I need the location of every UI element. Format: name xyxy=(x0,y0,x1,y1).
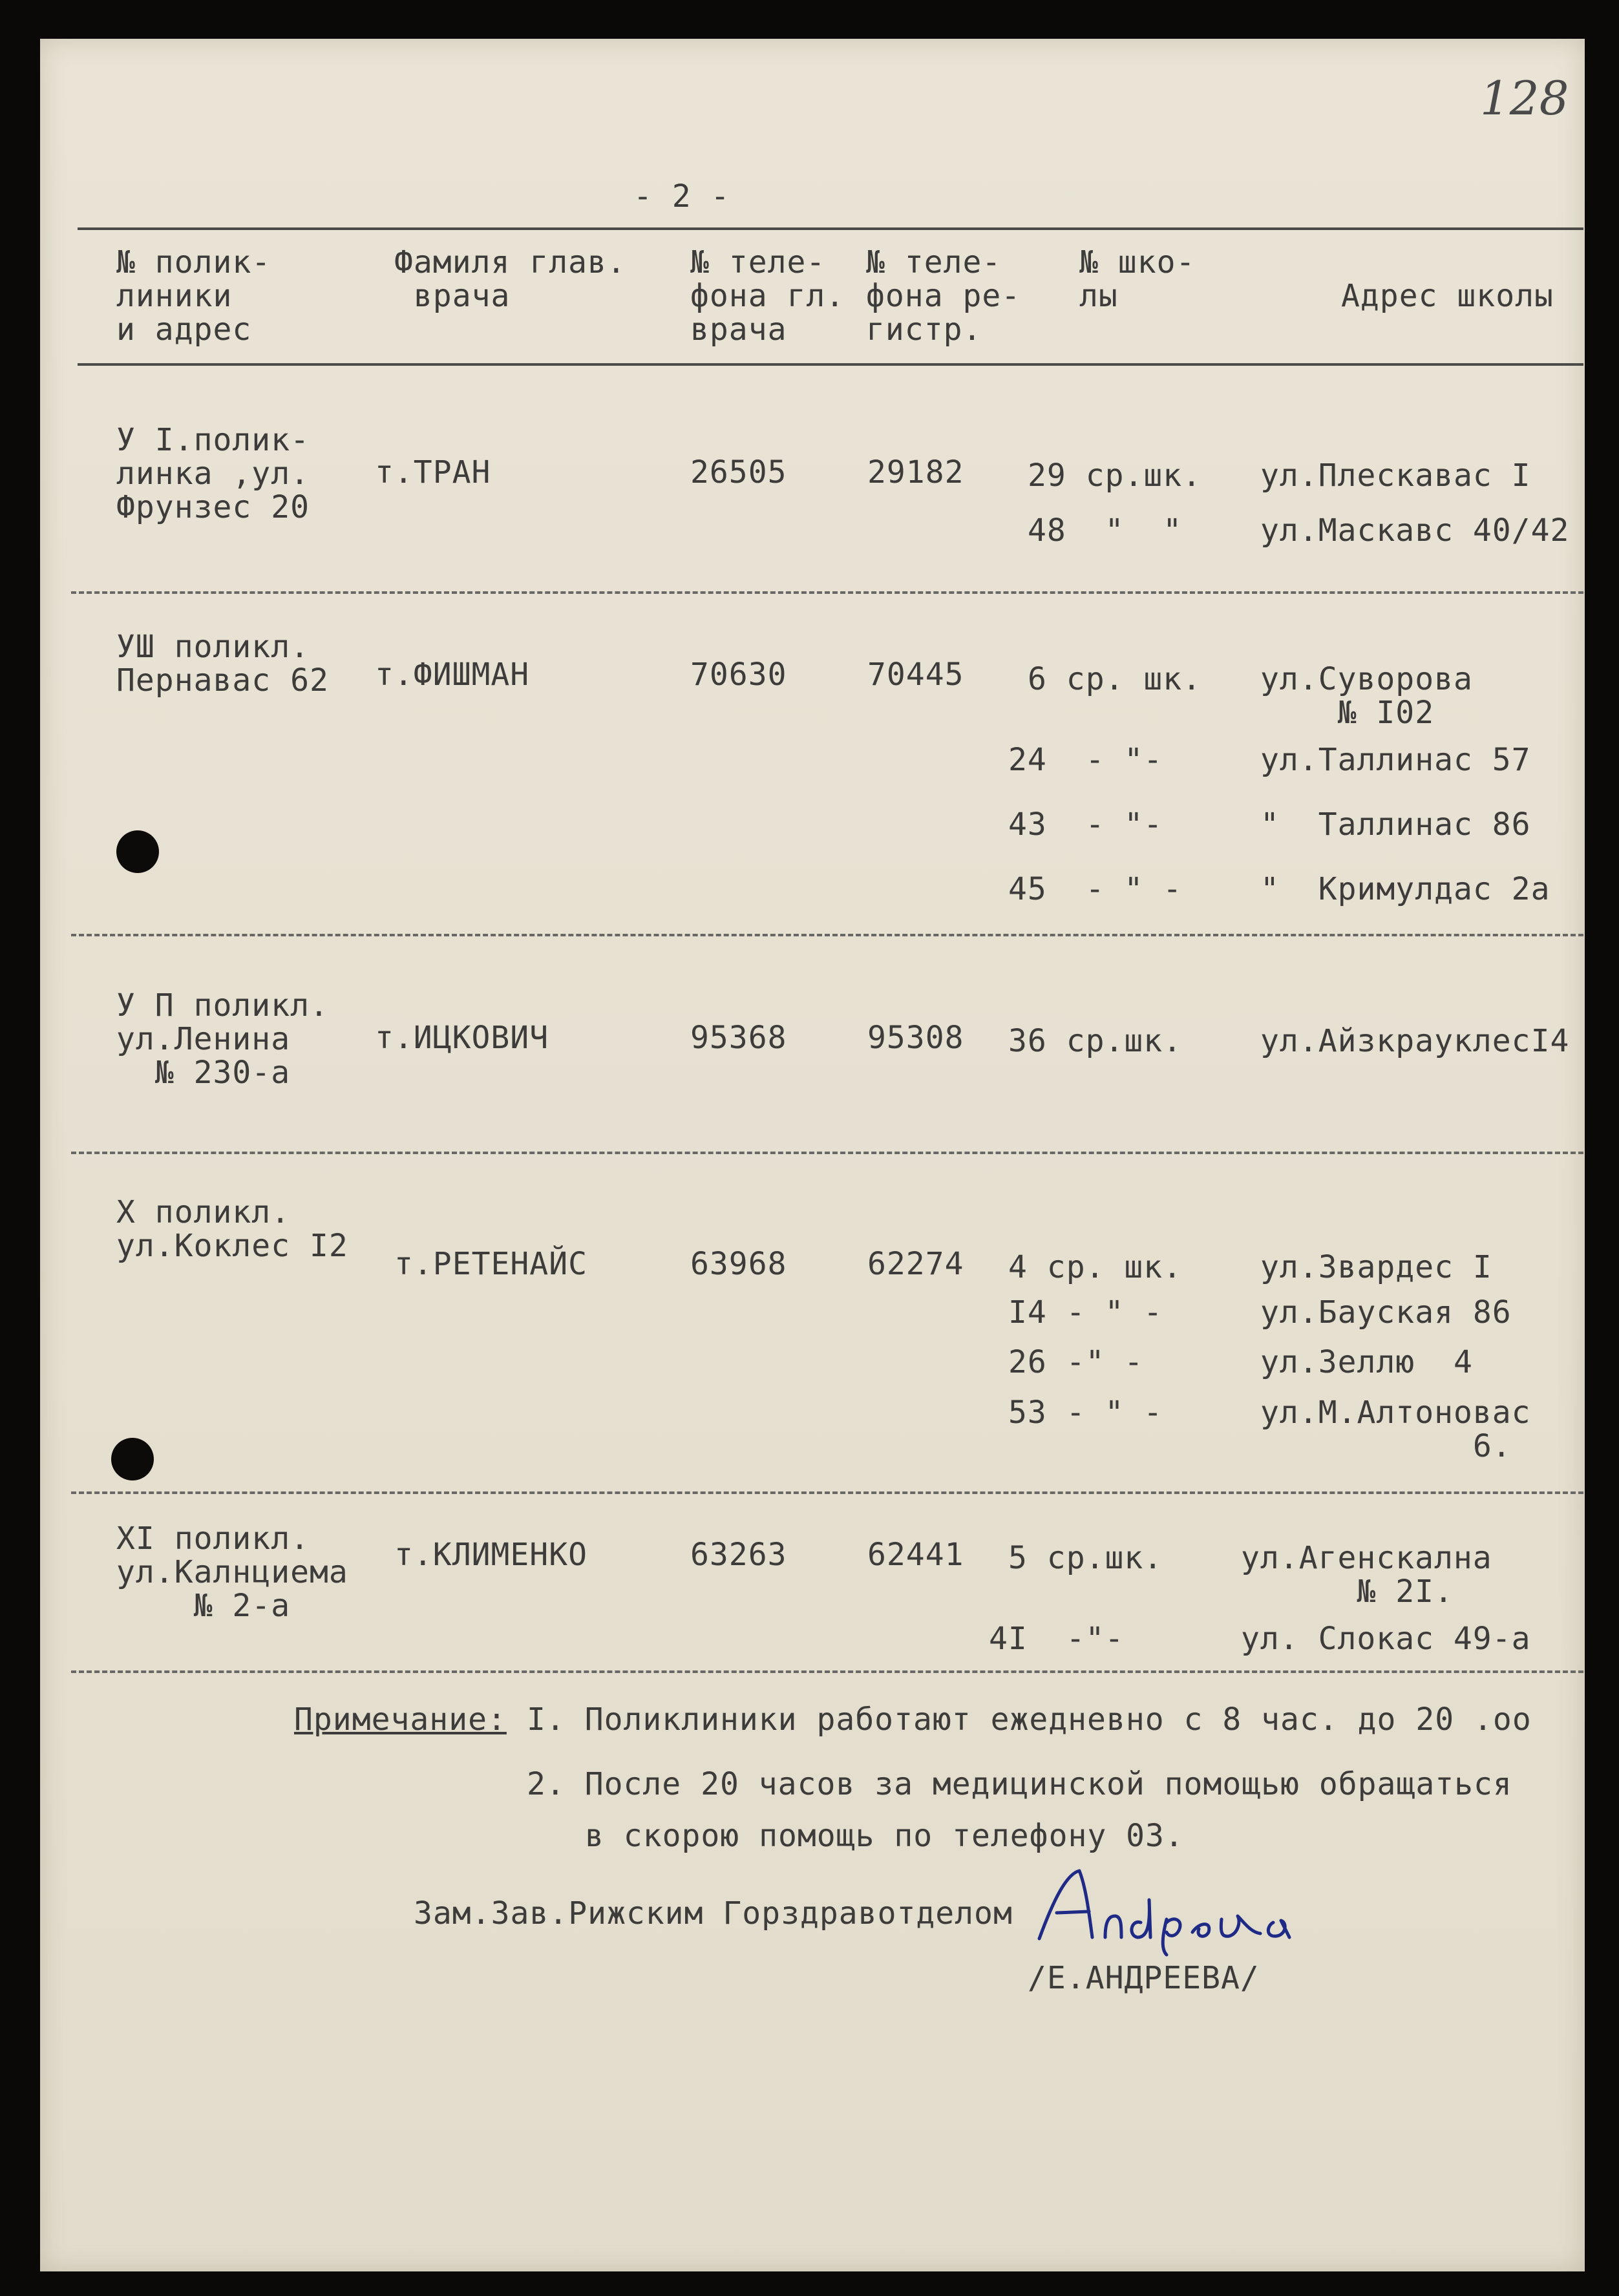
punch-hole xyxy=(116,830,159,873)
row2-school-num: 45 - " - xyxy=(1008,871,1183,907)
row2-school-num: 43 - "- xyxy=(1008,806,1163,843)
signature-name: /Е.АНДРЕЕВА/ xyxy=(1028,1960,1260,1996)
row5-school-num: 5 ср.шк. xyxy=(1008,1540,1163,1576)
row4-phone-chief: 63968 xyxy=(690,1246,787,1282)
handwritten-signature xyxy=(1028,1861,1377,1958)
row-separator xyxy=(71,934,1583,936)
row1-school-addr: ул.Маскавс 40/42 xyxy=(1260,512,1570,549)
row-separator xyxy=(71,1491,1583,1494)
row-separator xyxy=(71,1670,1583,1673)
row4-doctor: т.РЕТЕНАЙС xyxy=(394,1246,587,1282)
punch-hole xyxy=(111,1438,154,1480)
row2-school-num: 6 ср. шк. xyxy=(1028,661,1202,697)
row-separator xyxy=(71,591,1583,594)
row4-school-addr: ул.Зеллю 4 xyxy=(1260,1344,1473,1380)
header-phone-reg: № теле- фона ре- гистр. xyxy=(866,244,1021,348)
row1-school-num: 29 ср.шк. xyxy=(1028,458,1202,494)
row2-phone-chief: 70630 xyxy=(690,657,787,693)
row3-phone-reg: 95308 xyxy=(867,1020,964,1056)
page-mark: 128 xyxy=(1480,71,1569,125)
row4-school-addr: ул.Бауская 86 xyxy=(1260,1294,1512,1331)
row2-school-addr: ул.Суворова № I02 xyxy=(1260,661,1473,731)
row1-school-num: 48 " " xyxy=(1028,512,1183,549)
row5-phone-reg: 62441 xyxy=(867,1537,964,1573)
header-school-addr: Адрес школы xyxy=(1341,278,1554,314)
row5-phone-chief: 63263 xyxy=(690,1537,787,1573)
row1-school-addr: ул.Плескавас I xyxy=(1260,458,1531,494)
row1-doctor: т.ТРАН xyxy=(375,454,491,490)
row4-school-num: 53 - " - xyxy=(1008,1395,1163,1431)
row2-school-addr: ул.Таллинас 57 xyxy=(1260,742,1531,778)
row1-phone-chief: 26505 xyxy=(690,454,787,490)
header-clinic: № полик- линики и адрес xyxy=(116,244,271,348)
header-phone-chief: № теле- фона гл. врача xyxy=(690,244,845,348)
row3-phone-chief: 95368 xyxy=(690,1020,787,1056)
note-item-1: I. Поликлиники работают ежедневно с 8 час. до 20 .оо xyxy=(527,1701,1532,1738)
row3-clinic: У П поликл. ул.Ленина № 230-а xyxy=(116,987,329,1091)
page-number: - 2 - xyxy=(633,178,730,215)
row2-school-num: 24 - "- xyxy=(1008,742,1163,778)
row3-school-addr: ул.АйзкрауклесI4 xyxy=(1260,1023,1570,1059)
row4-school-num: 4 ср. шк. xyxy=(1008,1249,1183,1285)
row4-school-addr: ул.М.Алтоновас 6. xyxy=(1260,1395,1531,1464)
row5-clinic: XI поликл. ул.Калнциема № 2-а xyxy=(116,1521,348,1624)
row4-phone-reg: 62274 xyxy=(867,1246,964,1282)
row4-school-num: I4 - " - xyxy=(1008,1294,1163,1331)
row3-school-num: 36 ср.шк. xyxy=(1008,1023,1183,1059)
row4-clinic: Х поликл. ул.Коклес I2 xyxy=(116,1194,348,1264)
row5-school-addr: ул. Слокас 49-а xyxy=(1241,1621,1531,1657)
note-item-2-cont: в скорою помощь по телефону 03. xyxy=(585,1818,1184,1854)
row2-doctor: т.ФИШМАН xyxy=(375,657,530,693)
row2-clinic: УШ поликл. Пернавас 62 xyxy=(116,629,329,699)
row4-school-addr: ул.Звардес I xyxy=(1260,1249,1492,1285)
header-top-rule xyxy=(78,227,1583,230)
row1-phone-reg: 29182 xyxy=(867,454,964,490)
signature-position: Зам.Зав.Рижским Горздравотделом xyxy=(414,1895,1013,1932)
note-item-2: 2. После 20 часов за медицинской помощью обращаться xyxy=(527,1766,1512,1802)
header-doctor: Фамиля глав. врача xyxy=(394,244,626,314)
row2-phone-reg: 70445 xyxy=(867,657,964,693)
note-label: Примечание: xyxy=(294,1701,507,1738)
row1-clinic: У I.полик- линка ,ул. Фрунзес 20 xyxy=(116,422,310,525)
row5-doctor: т.КЛИМЕНКО xyxy=(394,1537,587,1573)
header-bottom-rule xyxy=(78,363,1583,366)
row4-school-num: 26 -" - xyxy=(1008,1344,1144,1380)
header-school-num: № шко- лы xyxy=(1079,244,1196,314)
row2-school-addr: " Кримулдас 2a xyxy=(1260,871,1550,907)
row-separator xyxy=(71,1152,1583,1154)
row5-school-addr: ул.Агенскална № 2I. xyxy=(1241,1540,1492,1610)
row2-school-addr: " Таллинас 86 xyxy=(1260,806,1531,843)
row3-doctor: т.ИЦКОВИЧ xyxy=(375,1020,549,1056)
row5-school-num: 4I -"- xyxy=(989,1621,1125,1657)
